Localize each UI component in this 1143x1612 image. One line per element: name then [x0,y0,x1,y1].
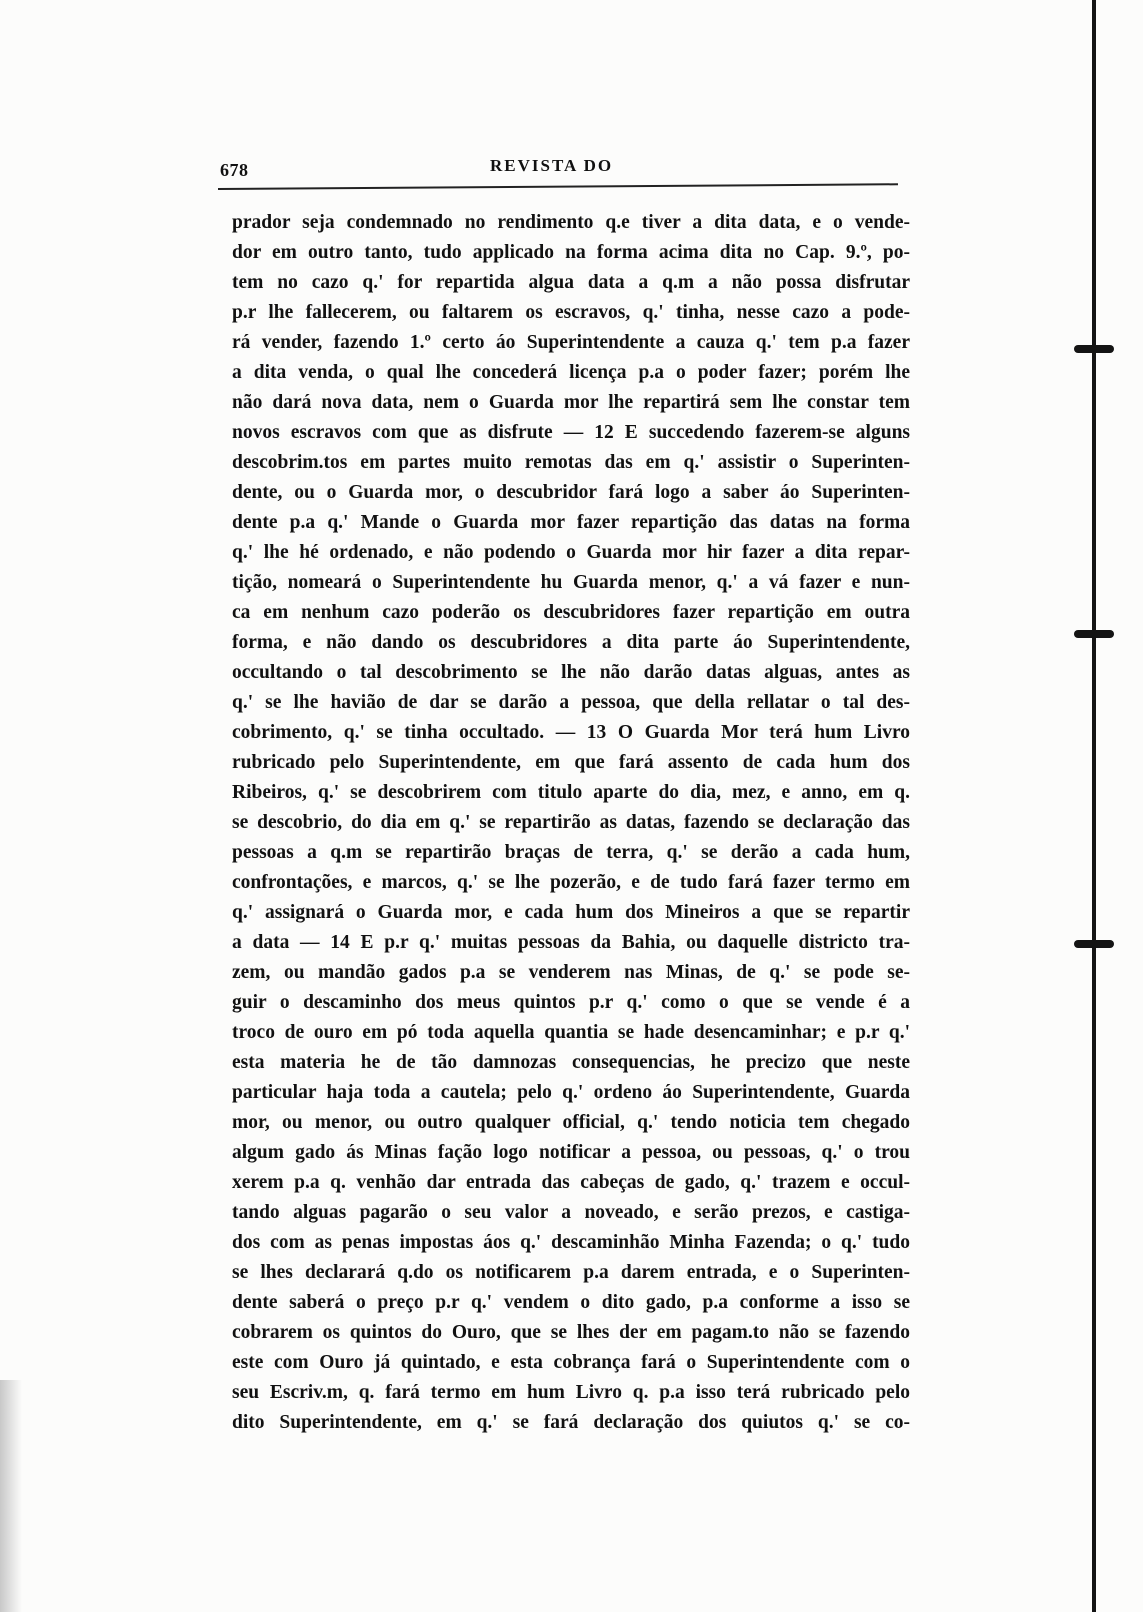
text-line: zem, ou mandão gados p.a se venderem nas Minas, de q.' se pode se- [232,962,910,983]
text-line: rá vender, fazendo 1.º certo áo Superintendente a cauza q.' tem p.a fazer [232,332,910,353]
text-line: esta materia he de tão damnozas consequencias, he precizo que neste [232,1052,910,1073]
page-number: 678 [220,160,249,180]
text-line: cobrimento, q.' se tinha occultado. — 13 O Guarda Mor terá hum Livro [232,722,910,743]
text-line: dos com as penas impostas áos q.' descaminhão Minha Fazenda; o q.' tudo [232,1232,910,1253]
text-line: dito Superintendente, em q.' se fará declaração dos quiutos q.' se co- [232,1412,910,1433]
text-line: a data — 14 E p.r q.' muitas pessoas da Bahia, ou daquelle districto tra- [232,932,910,953]
text-line: a dita venda, o qual lhe concederá licença p.a o poder fazer; porém lhe [232,362,910,383]
binding-mark [1074,345,1114,353]
text-line: não dará nova data, nem o Guarda mor lhe repartirá sem lhe constar tem [232,392,910,413]
text-line: dor em outro tanto, tudo applicado na forma acima dita no Cap. 9.º, po- [232,242,910,263]
text-line: pessoas a q.m se repartirão braças de terra, q.' se derão a cada hum, [232,842,910,863]
text-line: q.' assignará o Guarda mor, e cada hum dos Mineiros a que se repartir [232,902,910,923]
text-line: descobrim.tos em partes muito remotas das em q.' assistir o Superinten- [232,452,910,473]
text-line: occultando o tal descobrimento se lhe não darão datas alguas, antes as [232,662,910,683]
text-line: novos escravos com que as disfrute — 12 E succedendo fazerem-se alguns [232,422,910,443]
text-line: troco de ouro em pó toda aquella quantia se hade desencaminhar; e p.r q.' [232,1022,910,1043]
text-line: dente p.a q.' Mande o Guarda mor fazer repartição das datas na forma [232,512,910,533]
text-line: prador seja condemnado no rendimento q.e tiver a dita data, e o vende- [232,212,910,233]
text-line: Ribeiros, q.' se descobrirem com titulo aparte do dia, mez, e anno, em q. [232,782,910,803]
text-line: confrontações, e marcos, q.' se lhe pozerão, e de tudo fará fazer termo em [232,872,910,893]
text-line: dente, ou o Guarda mor, o descubridor fará logo a saber áo Superinten- [232,482,910,503]
text-line: algum gado ás Minas fação logo notificar a pessoa, ou pessoas, q.' o trou [232,1142,910,1163]
text-line: mor, ou menor, ou outro qualquer official, q.' tendo noticia tem chegado [232,1112,910,1133]
text-line: tição, nomeará o Superintendente hu Guarda menor, q.' a vá fazer e nun- [232,572,910,593]
body-text [232,208,910,1438]
text-line: particular haja toda a cautela; pelo q.' ordeno áo Superintendente, Guarda [232,1082,910,1103]
binding-mark [1074,940,1114,948]
text-line: se lhes declarará q.do os notificarem p.a darem entrada, e o Superinten- [232,1262,910,1283]
text-line: este com Ouro já quintado, e esta cobrança fará o Superintendente com o [232,1352,910,1373]
text-line: se descobrio, do dia em q.' se repartirão as datas, fazendo se declaração das [232,812,910,833]
binding-mark [1074,630,1114,638]
text-line: guir o descaminho dos meus quintos p.r q.' como o que se vende é a [232,992,910,1013]
text-line: forma, e não dando os descubridores a dita parte áo Superintendente, [232,632,910,653]
text-line: ca em nenhum cazo poderão os descubridores fazer repartição em outra [232,602,910,623]
text-line: cobrarem os quintos do Ouro, que se lhes der em pagam.to não se fazendo [232,1322,910,1343]
text-line: q.' lhe hé ordenado, e não podendo o Guarda mor hir fazer a dita repar- [232,542,910,563]
text-line: rubricado pelo Superintendente, em que fará assento de cada hum dos [232,752,910,773]
text-line: tem no cazo q.' for repartida algua data a q.m a não possa disfrutar [232,272,910,293]
binding-line [1092,0,1096,1612]
text-line: q.' se lhe havião de dar se darão a pessoa, que della rellatar o tal des- [232,692,910,713]
text-line: p.r lhe fallecerem, ou faltarem os escravos, q.' tinha, nesse cazo a pode- [232,302,910,323]
text-line: tando alguas pagarão o seu valor a noveado, e serão prezos, e castiga- [232,1202,910,1223]
page-edge-shadow [0,1380,22,1612]
text-line: seu Escriv.m, q. fará termo em hum Livro q. p.a isso terá rubricado pelo [232,1382,910,1403]
text-line: dente saberá o preço p.r q.' vendem o dito gado, p.a conforme a isso se [232,1292,910,1313]
running-head: REVISTA DO [490,156,614,175]
text-line: xerem p.a q. venhão dar entrada das cabeças de gado, q.' trazem e occul- [232,1172,910,1193]
